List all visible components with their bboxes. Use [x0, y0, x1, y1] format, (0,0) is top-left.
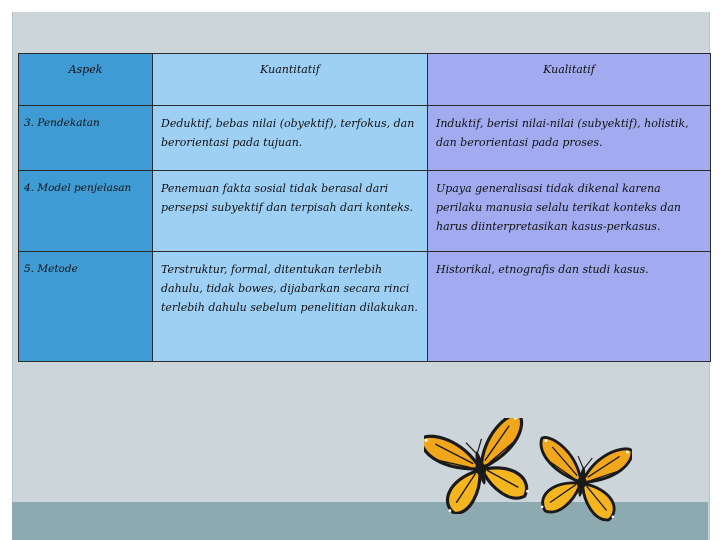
header-aspek: Aspek: [19, 54, 153, 106]
kualitatif-text: Upaya generalisasi tidak dikenal karena perilaku manusia selalu terikat konteks dan harus diinterpretasikan kasus-perkasus.: [436, 181, 681, 233]
kuantitatif-cell: [153, 105, 428, 170]
butterfly-right-icon: [532, 436, 632, 524]
header-kuantitatif: Kuantitatif: [153, 54, 428, 106]
butterfly-left-icon: [424, 418, 536, 514]
aspek-cell: [19, 105, 153, 170]
kualitatif-cell: [428, 252, 711, 362]
kualitatif-text: Historikal, etnografis dan studi kasus.: [436, 263, 649, 277]
kuantitatif-text: Penemuan fakta sosial tidak berasal dari persepsi subyektif dan terpisah dari konteks.: [161, 181, 414, 214]
kualitatif-cell: [428, 170, 711, 251]
kualitatif-text: Induktif, berisi nilai-nilai (subyektif), holistik, dan berorientasi pada proses.: [436, 116, 689, 149]
table-row: [19, 105, 711, 170]
header-kualitatif: Kualitatif: [428, 54, 711, 106]
kuantitatif-cell: [153, 170, 428, 251]
kuantitatif-text: Terstruktur, formal, ditentukan terlebih dahulu, tidak bowes, dijabarkan secara rinci terlebih dahulu sebelum penelitian dilakukan.: [161, 263, 418, 315]
aspek-cell: [19, 170, 153, 251]
comparison-table: [18, 53, 711, 362]
table-row: [19, 170, 711, 251]
kuantitatif-cell: [153, 252, 428, 362]
aspek-text: 4. Model penjelasan: [24, 181, 132, 194]
aspek-cell: [19, 252, 153, 362]
aspek-text: 3. Pendekatan: [24, 116, 100, 129]
kuantitatif-text: Deduktif, bebas nilai (obyektif), terfokus, dan berorientasi pada tujuan.: [161, 116, 415, 149]
table-header-row: [19, 54, 711, 106]
kualitatif-cell: [428, 105, 711, 170]
table-row: [19, 252, 711, 362]
aspek-text: 5. Metode: [24, 263, 78, 276]
